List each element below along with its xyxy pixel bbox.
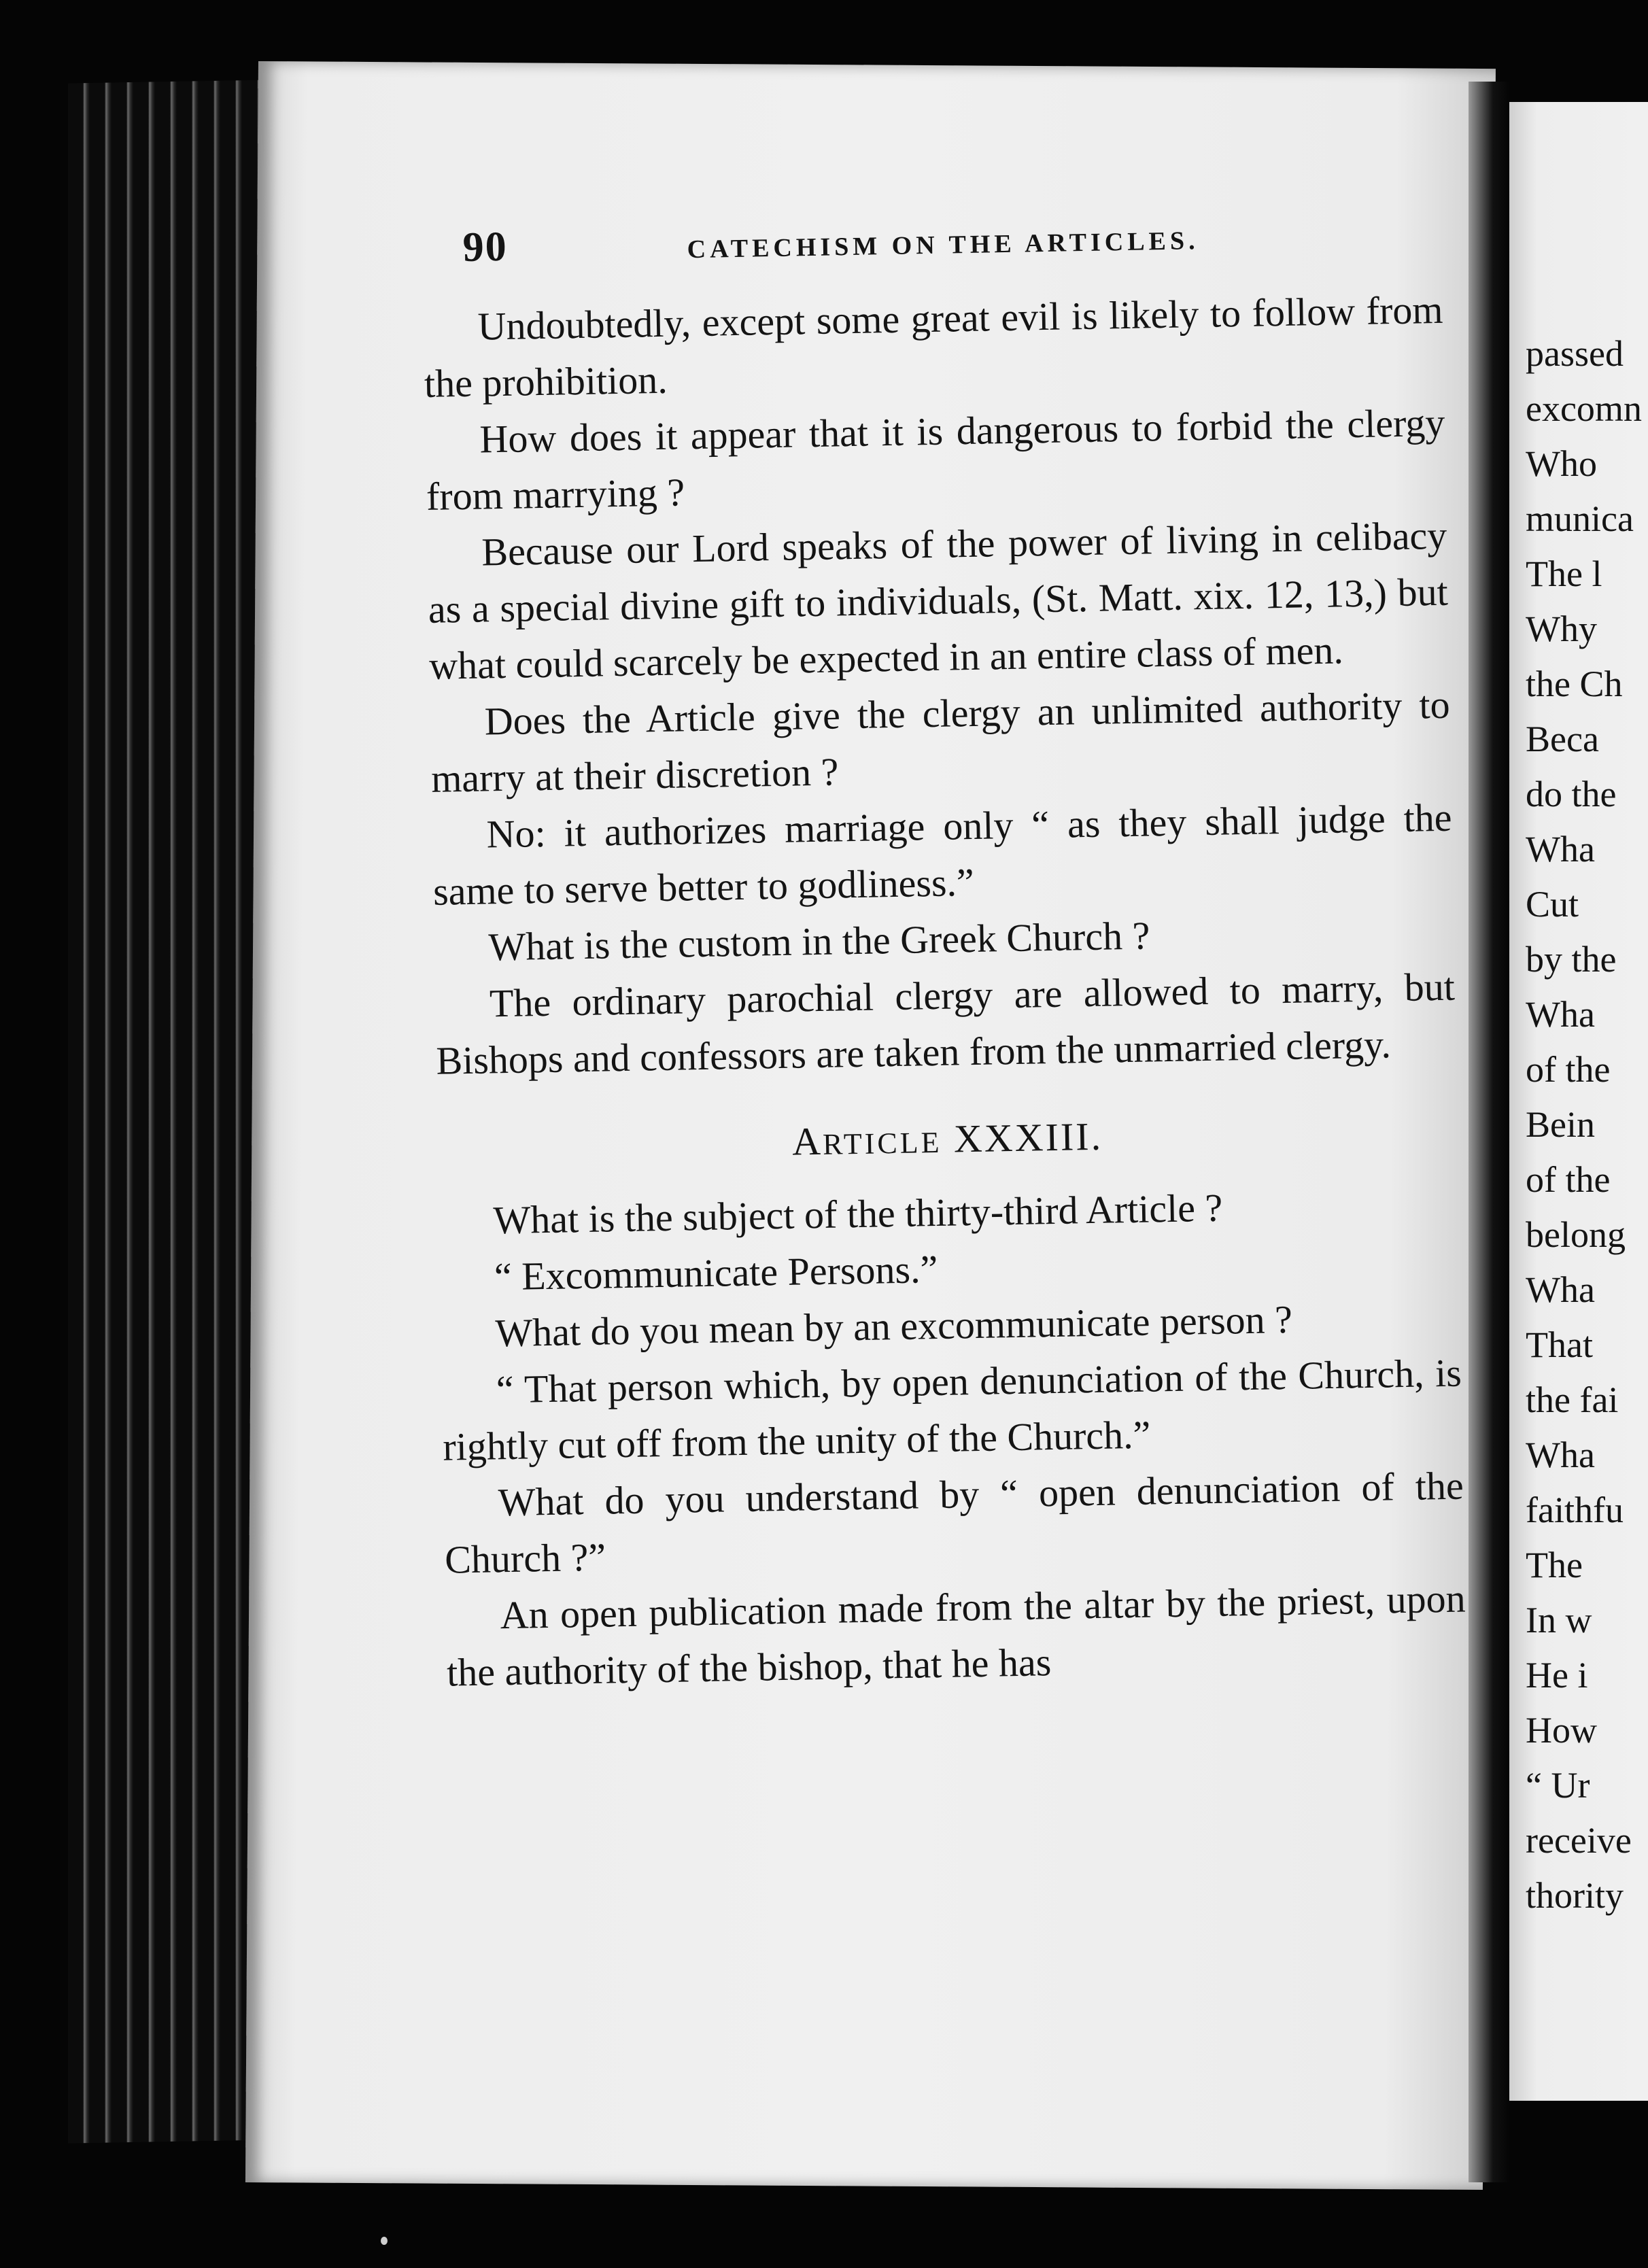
facing-line: The	[1526, 1545, 1583, 1585]
article-heading	[437, 1102, 1458, 1180]
book-gutter	[1469, 82, 1509, 2182]
paragraph: How does it appear that it is dangerous to forbid the clergy from marrying ?	[426, 400, 1445, 519]
facing-line: munica	[1526, 498, 1634, 539]
article-heading-initial: A	[791, 1118, 823, 1164]
book-page-edges	[68, 80, 272, 2143]
paragraph: What do you mean by an excommunicate person ?	[494, 1296, 1293, 1356]
facing-line: Cut	[1526, 884, 1579, 925]
facing-line: do the	[1526, 774, 1617, 814]
facing-line: Wha	[1526, 1269, 1595, 1310]
facing-line: Wha	[1526, 1434, 1595, 1475]
facing-line: passed	[1526, 333, 1624, 374]
article-heading-prefix: RTICLE	[822, 1125, 942, 1161]
facing-line: Why	[1526, 608, 1597, 649]
paragraph: An open publication made from the altar by the priest, upon the authority of the bishop, that he has	[446, 1576, 1466, 1695]
facing-line: In w	[1526, 1600, 1592, 1640]
paragraph: What do you understand by “ open denunciation of the Church ?”	[444, 1463, 1464, 1582]
paragraph: No: it authorizes marriage only “ as they shall judge the same to serve better to godliness.”	[432, 795, 1453, 914]
facing-line: faithfu	[1526, 1490, 1624, 1530]
facing-line: Beca	[1526, 719, 1599, 759]
facing-line: of the	[1526, 1049, 1611, 1090]
paragraph: What is the custom in the Greek Church ?	[487, 913, 1150, 969]
paragraph: The ordinary parochial clergy are allowed to marry, but Bishops and confessors are taken from the unmarried clergy.	[435, 964, 1456, 1083]
facing-line: by the	[1526, 939, 1617, 980]
facing-line: belong	[1526, 1214, 1626, 1255]
page-number: 90	[462, 223, 509, 271]
running-title: CATECHISM ON THE ARTICLES.	[687, 226, 1199, 264]
paragraph: “ Excommunicate Persons.”	[494, 1246, 938, 1299]
paragraph: Does the Article give the clergy an unlimited authority to marry at their discretion ?	[430, 682, 1451, 801]
facing-line: How	[1526, 1710, 1597, 1751]
facing-line: the fai	[1526, 1379, 1619, 1420]
dust-speck	[381, 2237, 388, 2245]
facing-page-text	[1526, 326, 1642, 1923]
facing-line: Wha	[1526, 994, 1595, 1035]
facing-line: “ Ur	[1526, 1765, 1590, 1806]
paragraph: Undoubtedly, except some great evil is likely to follow from the prohibition.	[424, 287, 1443, 406]
paragraph: “ That person which, by open denunciation of the Church, is rightly cut off from the unity of the Church.”	[442, 1350, 1462, 1469]
right-page	[1509, 102, 1648, 2101]
facing-line: receive	[1526, 1820, 1632, 1861]
facing-line: excomn	[1526, 388, 1642, 429]
facing-line: Wha	[1526, 829, 1595, 870]
facing-line: Bein	[1526, 1104, 1595, 1145]
facing-line: That	[1526, 1324, 1593, 1365]
facing-line: the Ch	[1526, 664, 1623, 704]
paragraph: Because our Lord speaks of the power of living in celibacy as a special divine gift to individuals, (St. Matt. xix. 12, 13,) but what could scarcely be expected in an entire class of men.	[428, 513, 1449, 688]
facing-line: He i	[1526, 1655, 1588, 1696]
facing-line: The l	[1526, 553, 1602, 594]
article-heading-numeral: XXXIII.	[953, 1114, 1103, 1161]
facing-line: of the	[1526, 1159, 1611, 1200]
facing-line: thority	[1526, 1875, 1624, 1916]
facing-line: Who	[1526, 443, 1597, 484]
paragraph: What is the subject of the thirty-third Article ?	[493, 1185, 1223, 1243]
page-text-block	[422, 207, 1467, 1701]
